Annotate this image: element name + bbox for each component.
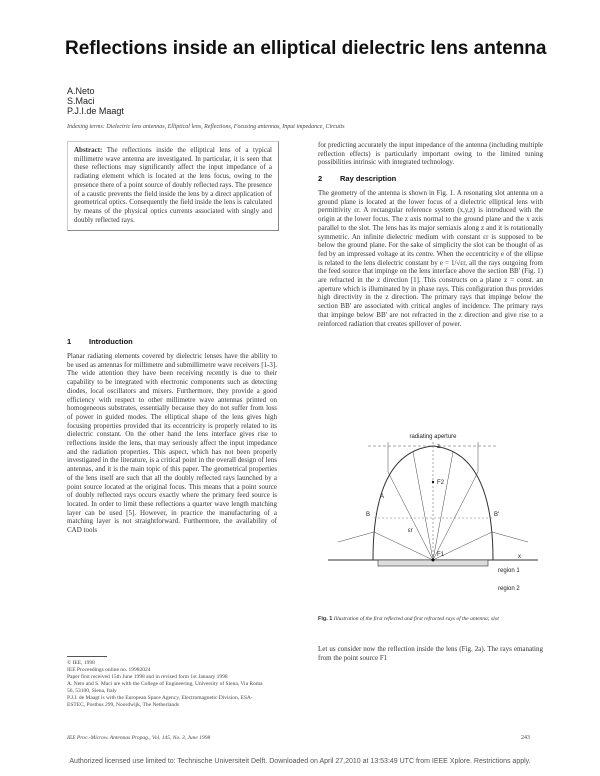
abstract-label: Abstract: [74,146,103,154]
author: A.Neto [67,86,95,96]
label-x: x [518,554,521,560]
footnote-affiliation-2: P.J.I. de Maagt is with the European Space Agency, Electromagnetic Division, ESA-ESTEC, Postbus 299, Noordwijk, The Netherlands [67,695,253,708]
introduction-text: Planar radiating elements covered by dielectric lenses have the ability to be used as antennas for millimetre and submillimetre wave receivers [1-3]. The wide attention they have been receiving recently is due to their capability to be integrated with electronic components such as detecting diodes, local oscillators and mixers. Furthermore, they provide a good efficiency with respect to other millimetre wave antennas printed on homogeneous substrates, essentially because they do not suffer from loss of power in guided modes. The elliptical shape of the lens gives high focusing properties provided that its eccentricity is properly related to its dielectric constant. On the other hand the lens interface gives rise to reflections inside the lens, that may seriously affect the input impedance and the radiation properties. This aspect, which has not been properly investigated in the literature, is a critical point in the overall design of lens antennas, and it is the main topic of this paper. The geometrical properties of the lens itself are such that all the doubly reflected rays launched by a point source located at the original focus. This means that a point source of doubly reflected rays occurs exactly where the primary feed source is located. In order to limit these reflections a quarter wave length matching layer can be used [5]. However, in practice the manufacturing of a matching layer is not straightforward. Furthermore, the availability of CAD tools [67,352,277,535]
label-aperture: radiating aperture [409,434,457,440]
ray [374,532,433,560]
feed-point [432,559,435,562]
ray [433,452,453,560]
footnote-rule [67,656,107,657]
label-region1: region 1 [498,568,520,574]
section-heading-ray-description [318,174,396,183]
figure-caption-label: Fig. 1 [318,616,333,622]
ray [492,532,528,542]
label-z: z [437,444,440,450]
footnote-copyright: © IEE, 1998 [67,660,95,666]
author: S.Maci [67,96,95,106]
footnotes [67,660,267,709]
label-b: B [366,512,371,518]
abstract-box [67,141,279,231]
label-f2: F2 [437,480,445,486]
section-heading-introduction [67,337,133,346]
label-region2: region 2 [498,586,520,592]
ray [413,452,433,560]
page-number: 243 [521,735,530,741]
abstract-text: The reflections inside the elliptical lens of a typical millimetre wave antenna are investigated. In particular, it is seen that these reflections may significantly affect the input impedance of a radiating element which is located at the lens focus, owing to the presence there of a point source of doubly reflected rays. The presence of a caustic prevents the field inside the lens by a direct application of geometrical optics. Consequently the field inside the lens is calculated by means of the physical optics currents associated with singly and doubly reflected rays. [74,146,273,224]
section-title: Ray description [340,174,397,183]
label-f1: F1 [437,552,445,558]
section-number: 1 [67,337,72,346]
label-eps: εr [408,528,413,534]
upper-focus-point [432,481,434,483]
section-title: Introduction [89,337,133,346]
ray [338,532,374,542]
label-b-prime: B' [494,512,500,518]
footnote-affiliation-1: A. Neto and S. Maci are with the College of Engineering, University of Siena, Via Roma 56, 53100, Siena, Italy [67,681,263,694]
indexing-terms: Indexing terms: Dielectric lens antennas, Elliptical lens, Reflections, Focusing antennas, Input impedance, Circuits [67,124,345,130]
figure-1-caption [318,616,543,623]
label-a: A [380,494,385,500]
column2-intro-continued: for predicting accurately the input impedance of the antenna (including multiple reflection effects) is particularly important owing to the limited tuning possibilities intrinsic with integrated technology. [318,141,543,167]
column2-bottom-text: Let us consider now the reflection inside the lens (Fig. 2a). The rays emanating from the point source F1 [318,645,543,662]
ray-description-text: The geometry of the antenna is shown in Fig. 1. A resonating slot antenna on a ground plane is located at the lower focus of a dielectric elliptical lens with permittivity εr. A rectangular reference system (x,y,z) is introduced with the origin at the lower focus. The z axis normal to the ground plane and the x axis parallel to the slot. The lens has its major semiaxis along z and it is rotationally symmetric. An infinite dielectric medium with constant εr is supposed to be below the ground plane. For the sake of simplicity the slot can be thought of as fed by an impressed voltage at its centre. When the eccentricity e of the ellipse is related to the lens dielectric constant by e = 1/√εr, all the rays outgoing from the feed source that impinge on the lens interface above the section BB' (Fig. 1) are refracted in the z direction [1]. This constructs on a plane z = const. an aperture which is illuminated by in phase rays. This configuration thus provides high directivity in the z direction. The primary rays that impinge below the section BB' are associated with critical angles of incidence. The primary rays that impinge below BB' are not refracted in the z direction and give rise to a reinforced radiation that creates spillover of power. [318,189,543,328]
figure-caption-text: Illustration of the first reflected and first refracted rays of the antenna; slot [333,616,499,622]
section-number: 2 [318,174,323,183]
paper-title: Reflections inside an elliptical dielectric lens antenna [65,38,547,59]
author: P.J.I.de Maagt [67,106,124,116]
author-list [67,86,124,116]
figure-1-diagram [318,432,543,612]
footnote-received: Paper first received 15th June 1998 and in revised form 1st January 1998 [67,674,228,680]
ray [388,472,433,560]
journal-reference: IEE Proc.-Microw. Antennas Propag., Vol. 145, No. 3, June 1998 [67,735,211,741]
download-notice: Authorized licensed use limited to: Technische Universiteit Delft. Downloaded on April 27,2010 at 13:53:49 UTC from IEEE Xplore. Restrictions apply. [69,758,531,765]
footnote-online: IEE Proceedings online no. 19982024 [67,667,151,673]
